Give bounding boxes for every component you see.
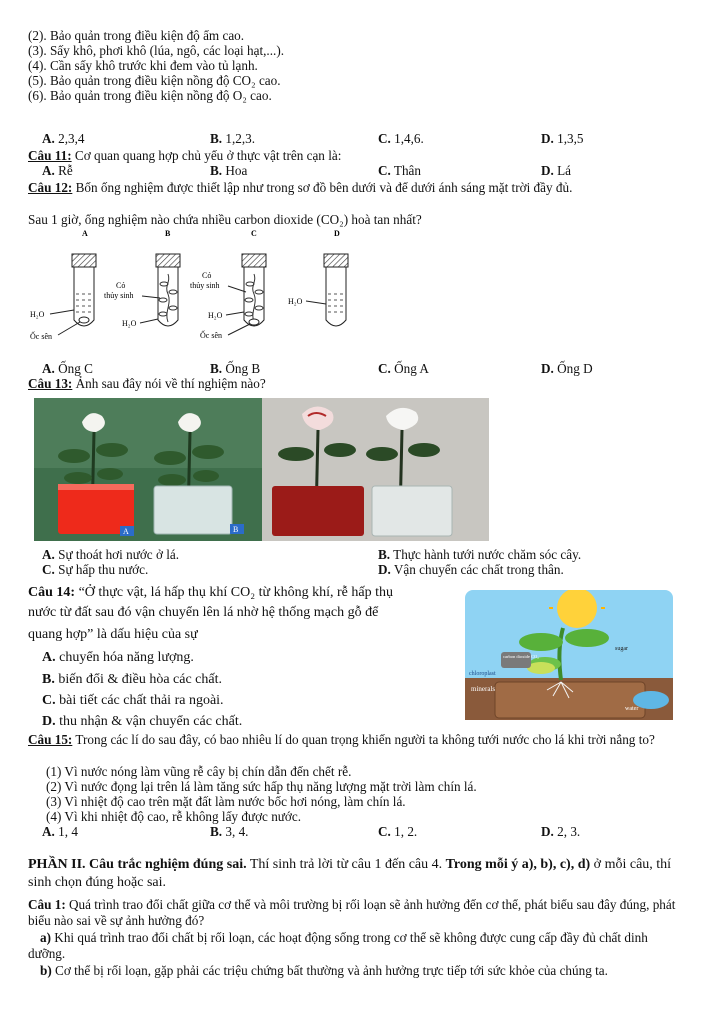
photo-label-b: B [233, 525, 239, 534]
svg-text:Ốc sên: Ốc sên [30, 332, 52, 341]
q15-reason: (3) Vì nhiệt độ cao trên mặt đất làm nước bốc hơi nóng, làm chín lá. [46, 794, 406, 809]
q13-option-b: B. Thực hành tưới nước chăm sóc cây. [378, 547, 582, 562]
svg-text:minerals: minerals [471, 685, 496, 693]
svg-text:carbon dioxide CO₂: carbon dioxide CO₂ [503, 654, 539, 659]
svg-text:thủy sinh: thủy sinh [104, 291, 134, 300]
q15-reason: (1) Vì nước nóng làm vũng rễ cây bị chín dẫn đến chết rễ. [46, 764, 352, 779]
q13-option-d: D. Vận chuyển các chất trong thân. [378, 562, 564, 577]
q15-stem: Câu 15: Trong các lí do sau đây, có bao nhiêu lí do quan trọng khiến người ta không tưới nước cho lá khi trời nắng to? [28, 732, 655, 747]
tube-label-a: A [82, 229, 88, 238]
svg-text:H₂O: H₂O [122, 319, 137, 328]
q11-option-b: B. Hoa [210, 163, 248, 178]
tube-label-b: B [165, 229, 171, 238]
tube-label-c: C [251, 229, 257, 238]
q13-option-c: C. Sự hấp thu nước. [42, 562, 149, 577]
q10-option-a: A. 2,3,4 [42, 131, 85, 146]
q15-reason: (2) Vì nước đọng lại trên lá làm tăng sức hấp thụ năng lượng mặt trời làm chín lá. [46, 779, 477, 794]
q12-option-a: A. Ống C [42, 361, 93, 376]
q13-option-a: A. Sự thoát hơi nước ở lá. [42, 547, 180, 562]
q12-question: Sau 1 giờ, ống nghiệm nào chứa nhiều carbon dioxide (CO₂) hoà tan nhất? [28, 212, 422, 227]
list-item: (4). Cần sấy khô trước khi đem vào tủ lạnh. [28, 58, 258, 73]
photosynthesis-illustration [465, 590, 673, 720]
tube-label-d: D [334, 229, 340, 238]
q12-option-c: C. Ống A [378, 361, 429, 376]
q11-option-a: A. Rễ [42, 163, 73, 178]
q13-stem: Câu 13: Ảnh sau đây nói về thí nghiệm nào? [28, 376, 266, 391]
photo-label-a: A [123, 527, 129, 536]
svg-text:H₂O: H₂O [288, 297, 303, 306]
q14-stem-line3: quang hợp” là dấu hiệu của sự [28, 627, 198, 642]
q15-option-c: C. 1, 2. [378, 824, 418, 839]
q14-option-b: B. biến đổi & điều hòa các chất. [42, 672, 223, 687]
q15-option-b: B. 3, 4. [210, 824, 249, 839]
svg-text:thủy sinh: thủy sinh [190, 281, 220, 290]
list-item: (5). Bảo quản trong điều kiện nồng độ CO₂ cao. [28, 73, 281, 88]
p2q1-stem: Câu 1: Quá trình trao đổi chất giữa cơ thể và môi trường bị rối loạn sẽ ảnh hưởng đến cơ thể, phát biểu sau đây đúng, phát biểu nào sai về sự ảnh hưởng đó? [28, 897, 676, 928]
q15-option-d: D. 2, 3. [541, 824, 581, 839]
p2q1-statement-b: b) Cơ thể bị rối loạn, gặp phải các triệu chứng bất thường và ảnh hưởng trực tiếp tới sức khỏe của chúng ta. [40, 963, 608, 978]
q11-stem: Câu 11: Cơ quan quang hợp chủ yếu ở thực vật trên cạn là: [28, 148, 342, 163]
q12-option-b: B. Ống B [210, 361, 261, 376]
p2q1-statement-a: a) Khi quá trình trao đổi chất bị rối loạn, các hoạt động sống trong cơ thể sẽ không được cung cấp đầy đủ chất dinh dưỡng. [28, 930, 648, 961]
q15-reason: (4) Vì khi nhiệt độ cao, rễ không lấy được nước. [46, 809, 302, 824]
test-tube-diagram [28, 226, 368, 356]
q14-option-d: D. thu nhận & vận chuyển các chất. [42, 714, 243, 729]
list-item: (6). Bảo quản trong điều kiện nồng độ O₂ cao. [28, 88, 272, 103]
svg-text:sugar: sugar [615, 646, 628, 652]
q14-stem-line1: Câu 14: “Ở thực vật, lá hấp thụ khí CO₂ từ không khí, rễ hấp thụ [28, 585, 393, 600]
list-item: (3). Sấy khô, phơi khô (lúa, ngô, các loại hạt,...). [28, 43, 285, 58]
q10-option-b: B. 1,2,3. [210, 131, 256, 146]
svg-text:H₂O: H₂O [30, 310, 45, 319]
svg-text:Ốc sên: Ốc sên [200, 331, 222, 340]
q14-option-c: C. bài tiết các chất thải ra ngoài. [42, 693, 224, 708]
svg-text:Cỏ: Cỏ [116, 281, 126, 290]
svg-text:water: water [625, 706, 639, 712]
q10-option-d: D. 1,3,5 [541, 131, 584, 146]
svg-text:H₂O: H₂O [208, 311, 223, 320]
q14-option-a: A. chuyển hóa năng lượng. [42, 650, 194, 665]
part2-heading: PHẦN II. Câu trắc nghiệm đúng sai. Thí sinh trả lời từ câu 1 đến câu 4. Trong mỗi ý a), b), c), d) ở mỗi câu, thí sinh chọn đúng hoặc sai. [28, 857, 672, 891]
svg-text:Cỏ: Cỏ [202, 271, 212, 280]
list-item: (2). Bảo quản trong điều kiện độ ẩm cao. [28, 28, 245, 43]
q10-option-c: C. 1,4,6. [378, 131, 424, 146]
q15-option-a: A. 1, 4 [42, 824, 78, 839]
q11-option-c: C. Thân [378, 163, 421, 178]
rose-experiment-photo [34, 398, 489, 541]
q11-option-d: D. Lá [541, 163, 572, 178]
svg-text:chloroplast: chloroplast [469, 671, 496, 677]
q14-stem-line2: nước từ đất sau đó vận chuyển lên lá nhờ hệ thống mạch gỗ để [28, 605, 379, 620]
q12-option-d: D. Ống D [541, 361, 593, 376]
q12-stem: Câu 12: Bốn ống nghiệm được thiết lập như trong sơ đồ bên dưới và để dưới ánh sáng mặt trời đầy đủ. [28, 180, 573, 195]
